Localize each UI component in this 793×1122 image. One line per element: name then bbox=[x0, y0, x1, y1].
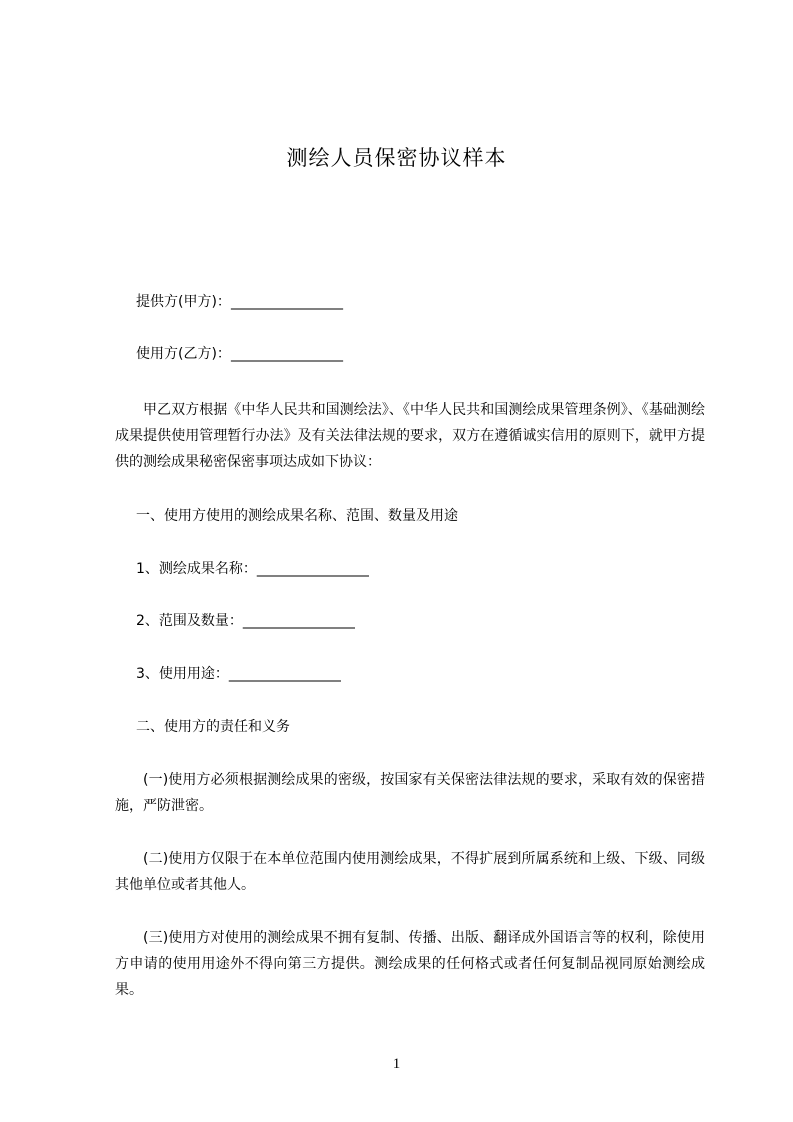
item-label: 2、范围及数量： bbox=[136, 613, 243, 629]
provider-line bbox=[136, 292, 343, 312]
item-label: 3、使用用途： bbox=[136, 666, 229, 682]
section1-item bbox=[136, 664, 341, 684]
page-number: 1 bbox=[392, 1056, 401, 1072]
item-blank: ________________ bbox=[228, 666, 341, 682]
section1-heading: 一、使用方使用的测绘成果名称、范围、数量及用途 bbox=[136, 508, 458, 524]
provider-label: 提供方(甲方)： bbox=[136, 294, 231, 310]
user-label: 使用方(乙方)： bbox=[136, 346, 231, 362]
section1-item bbox=[136, 559, 369, 579]
provider-blank: ________________ bbox=[230, 294, 343, 310]
preamble-paragraph: 甲乙双方根据《中华人民共和国测绘法》、《中华人民共和国测绘成果管理条例》、《基础测绘成果提供使用管理暂行办法》及有关法律法规的要求，双方在遵循诚实信用的原则下，就甲方提供的测绘成果秘密保密事项达成如下协议： bbox=[115, 402, 705, 470]
clause-paragraph: (三)使用方对使用的测绘成果不拥有复制、传播、出版、翻译成外国语言等的权利，除使用方申请的使用用途外不得向第三方提供。测绘成果的任何格式或者任何复制品视同原始测绘成果。 bbox=[115, 930, 705, 998]
document-title: 测绘人员保密协议样本 bbox=[286, 146, 507, 170]
section2-heading: 二、使用方的责任和义务 bbox=[136, 719, 290, 735]
user-line bbox=[136, 344, 343, 364]
clause-paragraph: (二)使用方仅限于在本单位范围内使用测绘成果，不得扩展到所属系统和上级、下级、同级其他单位或者其他人。 bbox=[115, 851, 705, 893]
item-label: 1、测绘成果名称： bbox=[136, 561, 257, 577]
item-blank: ________________ bbox=[256, 561, 369, 577]
item-blank: ________________ bbox=[242, 613, 355, 629]
user-blank: ________________ bbox=[230, 346, 343, 362]
section1-item bbox=[136, 611, 355, 631]
clause-paragraph: (一)使用方必须根据测绘成果的密级，按国家有关保密法律法规的要求，采取有效的保密措施，严防泄密。 bbox=[115, 772, 705, 814]
